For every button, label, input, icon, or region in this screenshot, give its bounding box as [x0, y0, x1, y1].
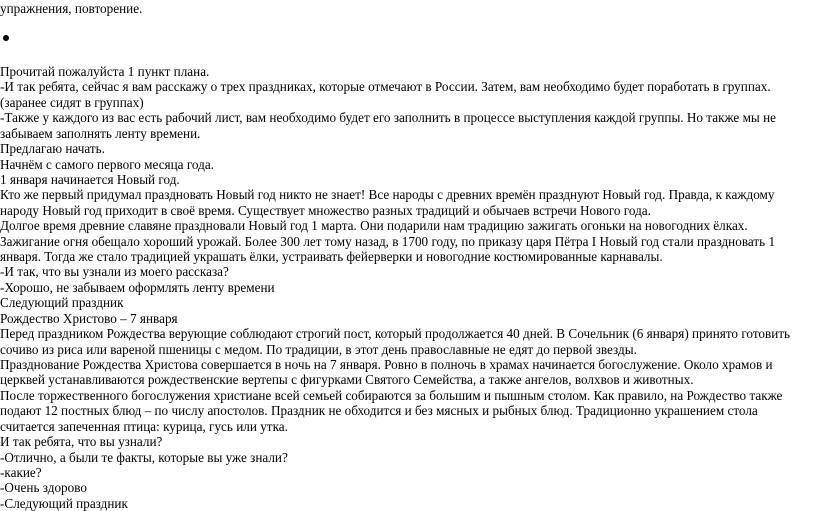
header-line: упражнения, повторение.	[0, 1, 143, 16]
text-line: -Хорошо, не забываем оформлять ленту времени	[0, 279, 275, 295]
text-line: 1 января начинается Новый год.	[0, 171, 180, 187]
text-line: Долгое время древние славяне праздновали Новый год 1 марта. Они подарили нам традицию зажигать огоньки на новогодних ёлках.	[0, 218, 748, 234]
text-line: -Также у каждого из вас есть рабочий лист, вам необходимо будет его заполнить в процессе выступления каждой группы. Но также мы не	[0, 110, 776, 126]
text-line: считается запеченная птица: курица, гусь или утка.	[0, 418, 288, 434]
text-line: И так ребята, что вы узнали?	[0, 434, 163, 450]
text-line: (заранее сидят в группах)	[0, 94, 144, 110]
text-line: народу Новый год приходит в своё время. Существует множество разных традиций и обычаев встречи Нового года.	[0, 202, 651, 218]
text-line: -И так, что вы узнали из моего рассказа?	[0, 264, 229, 280]
text-line: -какие?	[0, 464, 42, 480]
text-line: -Отлично, а были те факты, которые вы уже знали?	[0, 449, 288, 465]
text-line: церквей устанавливаются рождественские вертепы с фигурками Святого Семейства, а также ангелов, волхвов и животных.	[0, 372, 694, 388]
text-line: Рождество Христово – 7 января	[0, 310, 178, 326]
text-line: забываем заполнять ленту времени.	[0, 125, 201, 141]
text-line: Начнём с самого первого месяца года.	[0, 156, 214, 172]
text-line: подают 12 постных блюд – по числу апостолов. Праздник не обходится и без мясных и рыбных блюд. Традиционно украшением стола	[0, 403, 758, 419]
text-line: -И так ребята, сейчас я вам расскажу о трех праздниках, которые отмечают в России. Затем, вам необходимо будет поработать в группах.	[0, 79, 771, 95]
text-line: -Следующий праздник	[0, 495, 128, 511]
document-body	[0, 64, 812, 511]
bullet-icon	[3, 35, 9, 41]
text-line: Прочитай пожалуйста 1 пункт плана.	[0, 64, 210, 79]
text-line: -Очень здорово	[0, 480, 87, 496]
text-line: Празднование Рождества Христова совершается в ночь на 7 января. Ровно в полночь в храмах начинается богослужение. Около храмов и	[0, 357, 773, 373]
text-line: Предлагаю начать.	[0, 141, 105, 157]
text-line: После торжественного богослужения христиане всей семьей собираются за большим и пышным столом. Как правило, на Рождество также	[0, 387, 783, 403]
text-line: сочиво из риса или вареной пшеницы с медом. По традиции, в этот день православные не едят до первой звезды.	[0, 341, 637, 357]
text-line: Перед праздником Рождества верующие соблюдают строгий пост, который продолжается 40 дней. В Сочельник (6 января) принято готовить	[0, 326, 791, 342]
text-line: Кто же первый придумал праздновать Новый год никто не знает! Все народы с древних времён празднуют Новый год. Правда, к каждому	[0, 187, 775, 203]
text-line: Зажигание огня обещало хороший урожай. Более 300 лет тому назад, в 1700 году, по приказу царя Пётра I Новый год стали праздновать 1	[0, 233, 776, 249]
text-line: Следующий праздник	[0, 295, 124, 311]
text-line: января. Тогда же стало традицией украшать ёлки, устраивать фейерверки и новогодние костюмированные карнавалы.	[0, 249, 663, 265]
